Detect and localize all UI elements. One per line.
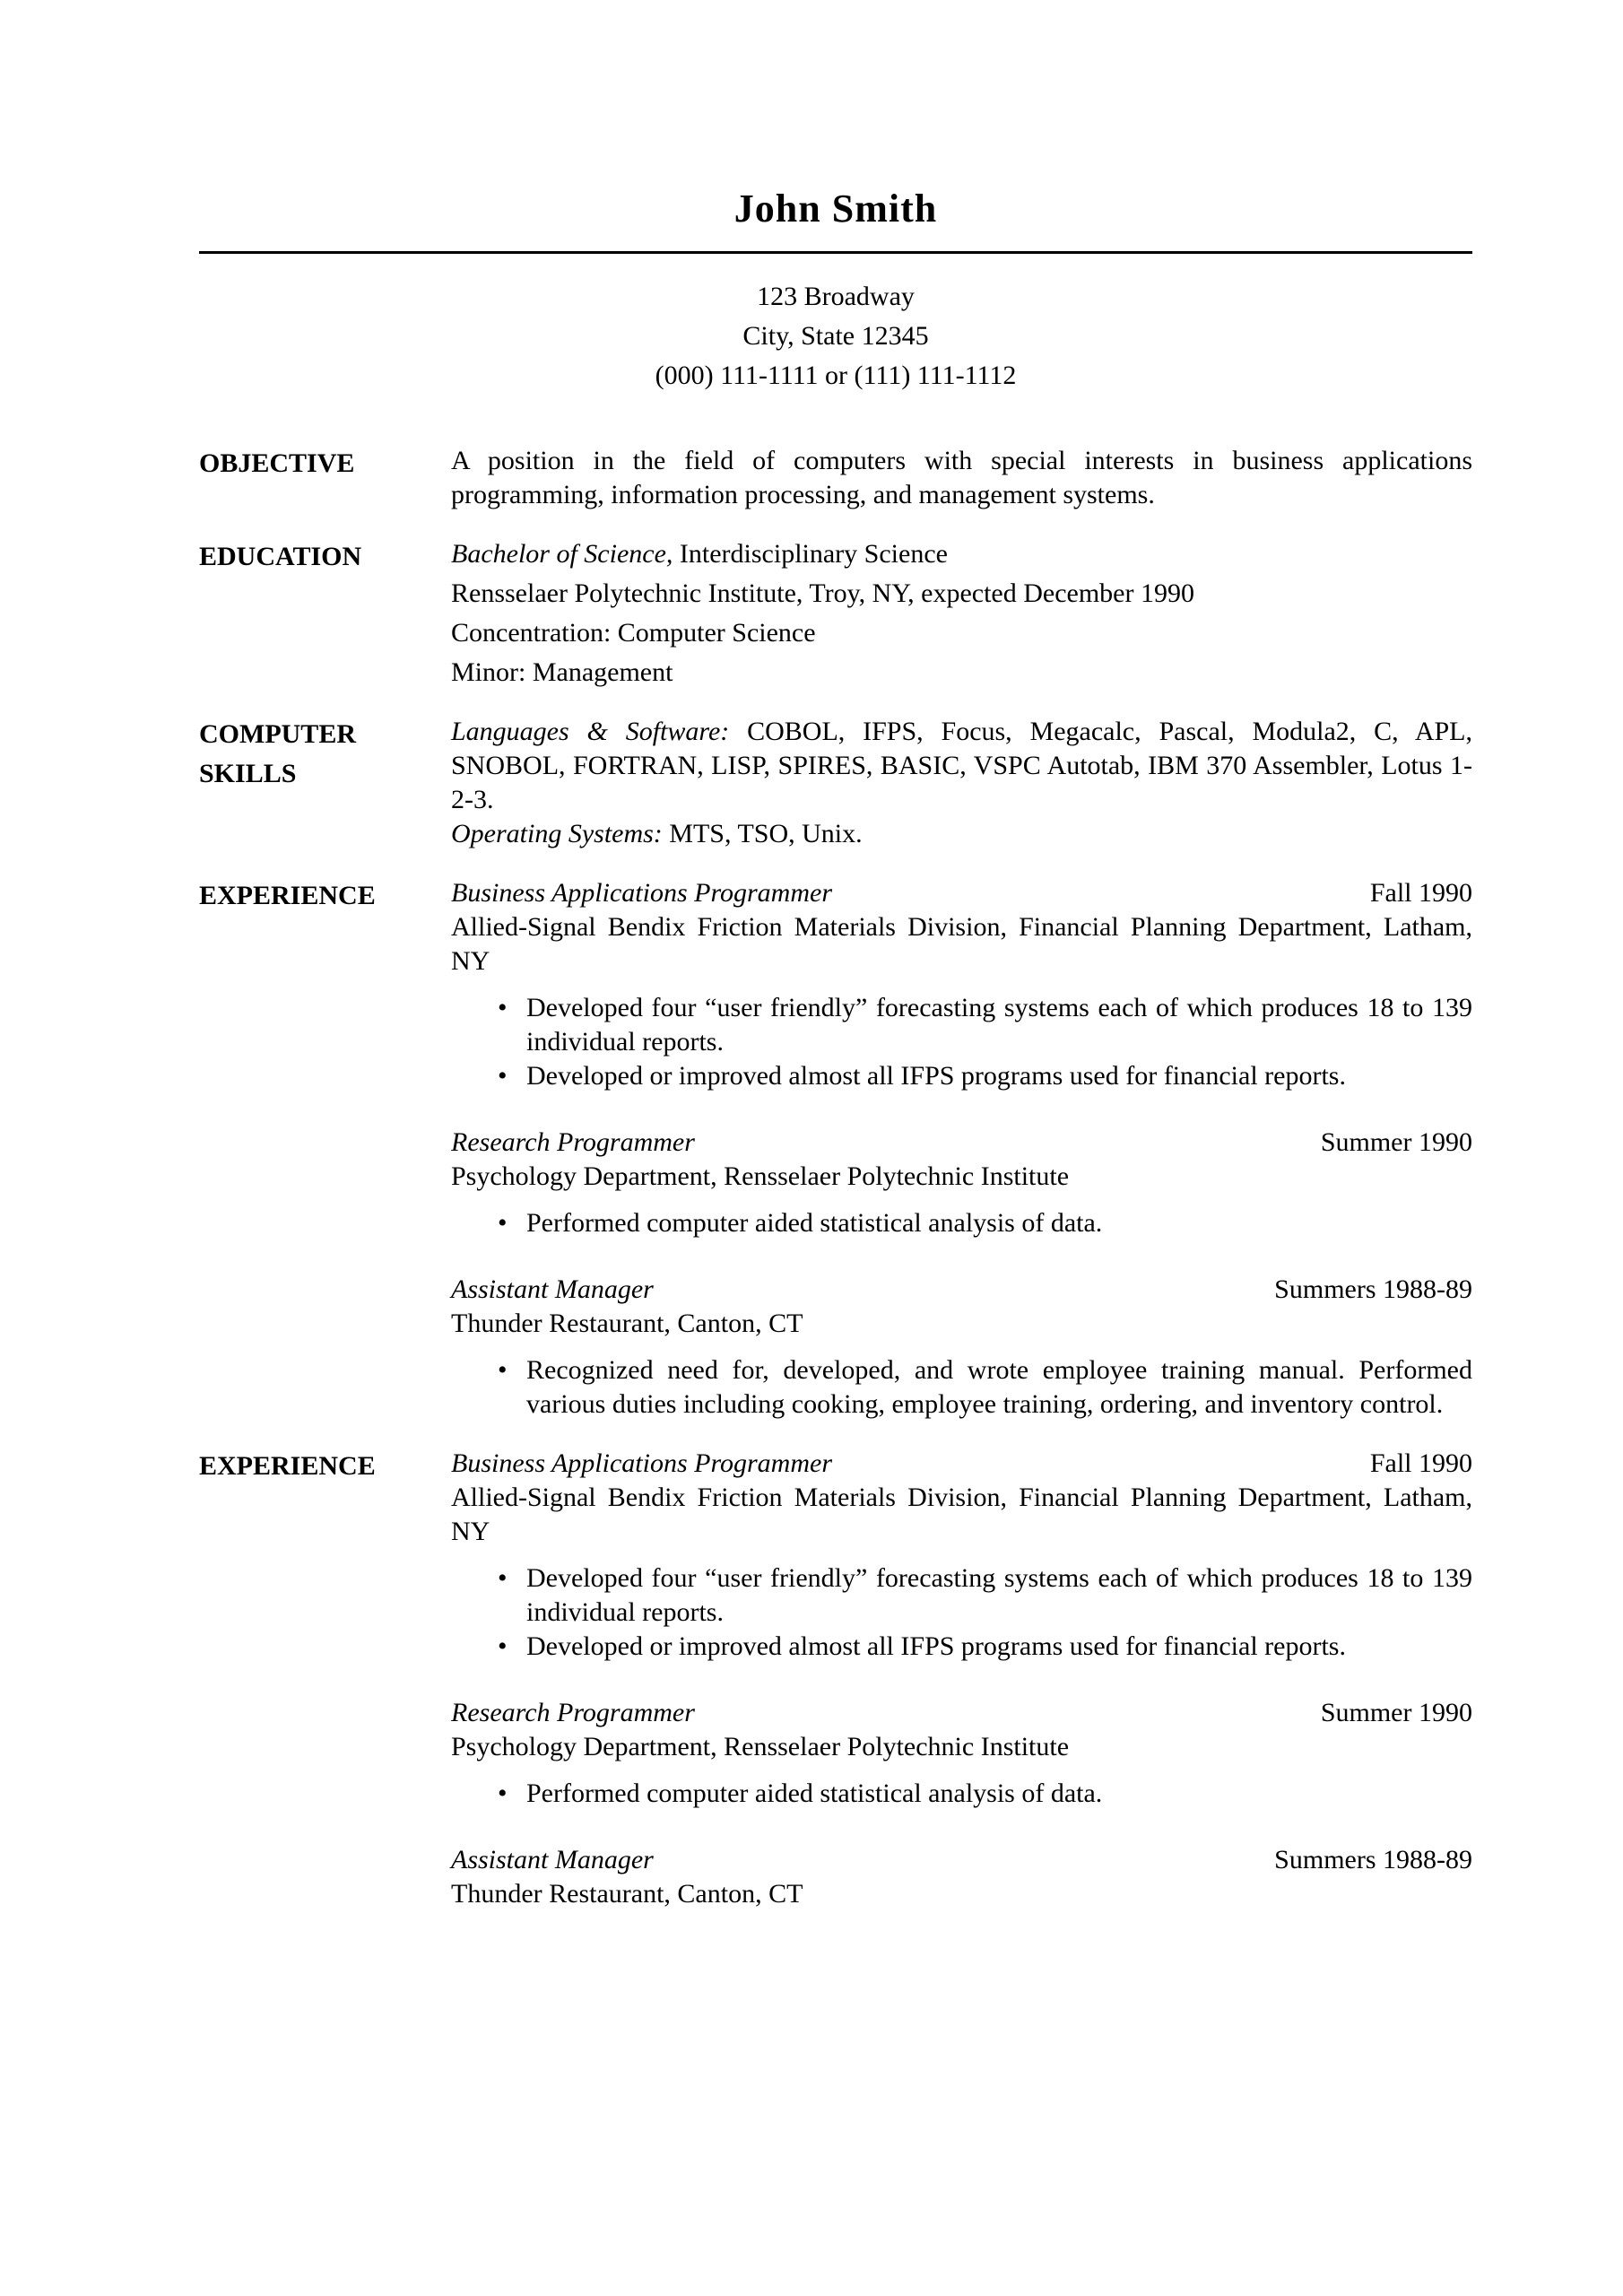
job-header	[451, 1447, 1472, 1481]
job-bullet-list	[451, 991, 1472, 1093]
job-entry	[451, 1447, 1472, 1664]
objective-body	[451, 444, 1472, 512]
title-divider	[199, 251, 1472, 254]
job-date: Summer 1990	[1320, 1698, 1472, 1727]
job-title: Assistant Manager	[451, 1274, 654, 1304]
job-bullet-list	[451, 1353, 1472, 1422]
section-label: OBJECTIVE	[199, 448, 355, 478]
job-bullet: • Developed or improved almost all IFPS programs used for financial reports.	[451, 1630, 1472, 1664]
section-label: EXPERIENCE	[199, 1451, 376, 1481]
job-entry	[451, 1843, 1472, 1911]
job-title: Business Applications Programmer	[451, 878, 832, 908]
degree-name: Bachelor of Science,	[451, 539, 673, 569]
operating-systems-label: Operating Systems:	[451, 819, 663, 848]
job-header	[451, 1126, 1472, 1160]
job-date: Summers 1988-89	[1274, 1274, 1472, 1304]
education-body	[451, 537, 1472, 690]
job-header	[451, 1273, 1472, 1307]
section-label-line2: SKILLS	[199, 759, 297, 788]
computer-skills-body	[451, 715, 1472, 851]
experience-1-body	[451, 876, 1472, 1422]
job-header	[451, 1843, 1472, 1877]
job-employer: Thunder Restaurant, Canton, CT	[451, 1879, 803, 1909]
job-title: Research Programmer	[451, 1127, 695, 1157]
degree-line	[451, 537, 1472, 571]
objective-text: A position in the field of computers with special interests in business applications programming, information processing, and management systems.	[451, 446, 1472, 509]
job-bullet: • Performed computer aided statistical analysis of data.	[451, 1206, 1472, 1240]
section-label-line1: COMPUTER	[199, 719, 356, 749]
job-date: Summers 1988-89	[1274, 1845, 1472, 1874]
degree-field: Interdisciplinary Science	[673, 539, 948, 569]
job-bullet-list	[451, 1561, 1472, 1664]
operating-systems-line	[451, 817, 1472, 851]
job-employer: Allied-Signal Bendix Friction Materials Division, Financial Planning Department, Latham, NY	[451, 912, 1472, 976]
job-bullet: • Developed four “user friendly” forecasting systems each of which produces 18 to 139 individual reports.	[451, 991, 1472, 1059]
section-label	[199, 715, 451, 851]
minor-line: Minor: Management	[451, 657, 673, 687]
job-bullet: • Performed computer aided statistical analysis of data.	[451, 1777, 1472, 1811]
job-entry	[451, 876, 1472, 1093]
resume-content	[199, 0, 1472, 1911]
job-employer: Psychology Department, Rensselaer Polytechnic Institute	[451, 1732, 1070, 1761]
languages-list: COBOL, IFPS, Focus, Megacalc, Pascal, Modula2, C, APL, SNOBOL, FORTRAN, LISP, SPIRES, BASIC, VSPC Autotab, IBM 370 Assembler, Lotus 1-2-3.	[451, 717, 1472, 814]
job-title: Research Programmer	[451, 1698, 695, 1727]
job-employer: Allied-Signal Bendix Friction Materials Division, Financial Planning Department, Latham, NY	[451, 1483, 1472, 1546]
page-title: John Smith	[733, 187, 938, 230]
section-objective	[199, 444, 1472, 512]
section-experience-2	[199, 1447, 1472, 1911]
school-line: Rensselaer Polytechnic Institute, Troy, NY, expected December 1990	[451, 578, 1194, 608]
section-education	[199, 537, 1472, 690]
contact-phone-line: (000) 111-1111 or (111) 111-1112	[655, 361, 1017, 390]
section-label: EXPERIENCE	[199, 881, 376, 910]
job-date: Fall 1990	[1369, 878, 1472, 908]
job-bullet: • Developed four “user friendly” forecasting systems each of which produces 18 to 139 individual reports.	[451, 1561, 1472, 1630]
job-header	[451, 1696, 1472, 1730]
section-computer-skills	[199, 715, 1472, 851]
job-bullet-list	[451, 1206, 1472, 1240]
languages-label: Languages & Software:	[451, 717, 730, 746]
job-date: Summer 1990	[1320, 1127, 1472, 1157]
job-bullet: • Recognized need for, developed, and wrote employee training manual. Performed various duties including cooking, employee training, ordering, and inventory control.	[451, 1353, 1472, 1422]
job-title: Business Applications Programmer	[451, 1448, 832, 1478]
operating-systems-list: MTS, TSO, Unix.	[662, 819, 863, 848]
contact-address-line2: City, State 12345	[742, 321, 929, 351]
job-date: Fall 1990	[1369, 1448, 1472, 1478]
section-label: EDUCATION	[199, 542, 362, 571]
job-bullet-list	[451, 1777, 1472, 1811]
contact-address-line1: 123 Broadway	[757, 282, 915, 311]
contact-block	[199, 277, 1472, 396]
job-bullet: • Developed or improved almost all IFPS programs used for financial reports.	[451, 1059, 1472, 1093]
job-title: Assistant Manager	[451, 1845, 654, 1874]
section-experience-1	[199, 876, 1472, 1422]
job-entry	[451, 1696, 1472, 1811]
job-entry	[451, 1273, 1472, 1422]
languages-line	[451, 715, 1472, 817]
job-header	[451, 876, 1472, 910]
job-employer: Thunder Restaurant, Canton, CT	[451, 1309, 803, 1338]
job-entry	[451, 1126, 1472, 1240]
experience-2-body	[451, 1447, 1472, 1911]
concentration-line: Concentration: Computer Science	[451, 618, 816, 648]
job-employer: Psychology Department, Rensselaer Polytechnic Institute	[451, 1161, 1070, 1191]
